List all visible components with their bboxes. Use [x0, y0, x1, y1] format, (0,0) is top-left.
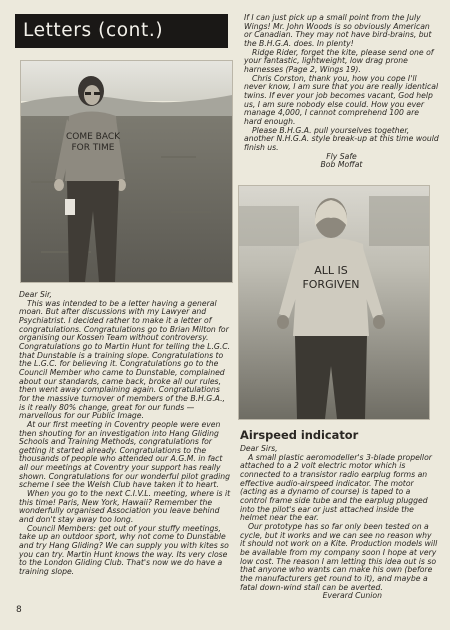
paragraph: If I can just pick up a small point from the July Wings! Mr. John Woods is so obviously American or Canadian. They may not have bird-brains, but the B.H.G.A. does. In plenty! — [244, 13, 432, 48]
paragraph: When you go to the next C.I.V.L. meeting, where is it this time! Paris, New York, Hawaii? Remember the wonderfully organised Association you leave behind and don't stay away too long. — [19, 489, 231, 525]
paragraph: At our first meeting in Coventry people were even then shouting for an investigation into Hang Gliding Schools and Training Methods, congratulations for getting it started already. Congratulations to the thousands of people who attended our A.G.M. in fact all our meetings at Coventry your support has really shown. Congratulations for our wonderful pilot grading scheme I see the Welsh Club have taken it to heart. — [19, 419, 231, 490]
shirt-text-line-1: COME BACK — [65, 132, 121, 142]
photo-man-back-view — [238, 185, 430, 420]
paragraph: Ridge Rider, forget the kite, please send one of your fantastic, lightweight, low drag prone harnesses (Page 2, Wings 19). — [244, 47, 434, 74]
section-heading: Airspeed indicator — [240, 428, 359, 442]
signature: Bob Moffat — [320, 160, 363, 170]
paragraph: Chris Corston, thank you, how you cope I'll never know, I am sure that you are really identical twins. If ever your job becomes vacant, God help us, I am sure nobody else could. How you ever manage 4,000, I cannot comprehend 100 are hard enough. — [244, 73, 439, 126]
page-title: Letters (cont.) — [15, 14, 228, 48]
paragraph: Council Members: get out of your stuffy meetings, take up an outdoor sport, why not come to Dunstable and try Hang Gliding? We can supply you with kites so you can try. Martin Hunt knows the way. Its very close to the London Gliding Club. That's now we do have a training slope. — [19, 523, 229, 576]
salutation: Dear Sirs, — [240, 444, 278, 453]
shirt-text-line-1: ALL IS — [314, 264, 348, 277]
salutation: Dear Sir, — [19, 290, 52, 299]
photo-man-in-field — [20, 60, 233, 283]
closing: Fly Safe — [326, 151, 357, 161]
paragraph: This was intended to be a letter having a general moan. But after discussions with my Lawyer and Psychiatrist. I decided rather to make it a letter of congratulations. Congratulations go to Brian Milton for organising our Kossen Team without controversy. Congratulations go to Martin Hunt for telling the L.G.C. that Dunstable is a training slope. Congratulations to the L.G.C. for believing it. Congratulations go to the Council Member who came to Dunstable, complained about our standards, came back, broke all our rules, then went away complaining again. Congratulations for the massive turnover of members of the B.H.G.A., is it really 80% change, great for our funds — marvellous for our Public Image. — [19, 298, 231, 421]
shirt-text-line-2: FOR TIME — [71, 143, 115, 153]
letter-airspeed-indicator — [240, 445, 438, 601]
paragraph: A small plastic aeromodeller's 3-blade propellor attached to a 2 volt electric motor which is connected to a transistor radio earplug forms an effective audio-airspeed indicator. The motor (acting as a dynamo of course) is taped to a control frame side tube and the earplug plugged into the pilot's ear or just attached inside the helmet near the ear. — [240, 452, 432, 523]
signature: Everard Cunion — [322, 591, 382, 601]
paragraph: Please B.H.G.A. pull yourselves together, another N.H.G.A. style break-up at this time would finish us. — [244, 125, 439, 152]
shirt-text-line-2: FORGIVEN — [302, 278, 360, 291]
page-number: 8 — [16, 605, 22, 615]
letter-congratulations — [19, 291, 231, 577]
letter-continuation — [244, 14, 439, 170]
paragraph: Our prototype has so far only been tested on a cycle, but it works and we can see no reason why it should not work on a Kite. Production models will be available from my company soon I hope at very low cost. The reason I am letting this idea out is so that anyone who wants can make his own (before the manufacturers get round to it), and maybe a fatal down-wind stall can be averted. — [240, 521, 438, 592]
